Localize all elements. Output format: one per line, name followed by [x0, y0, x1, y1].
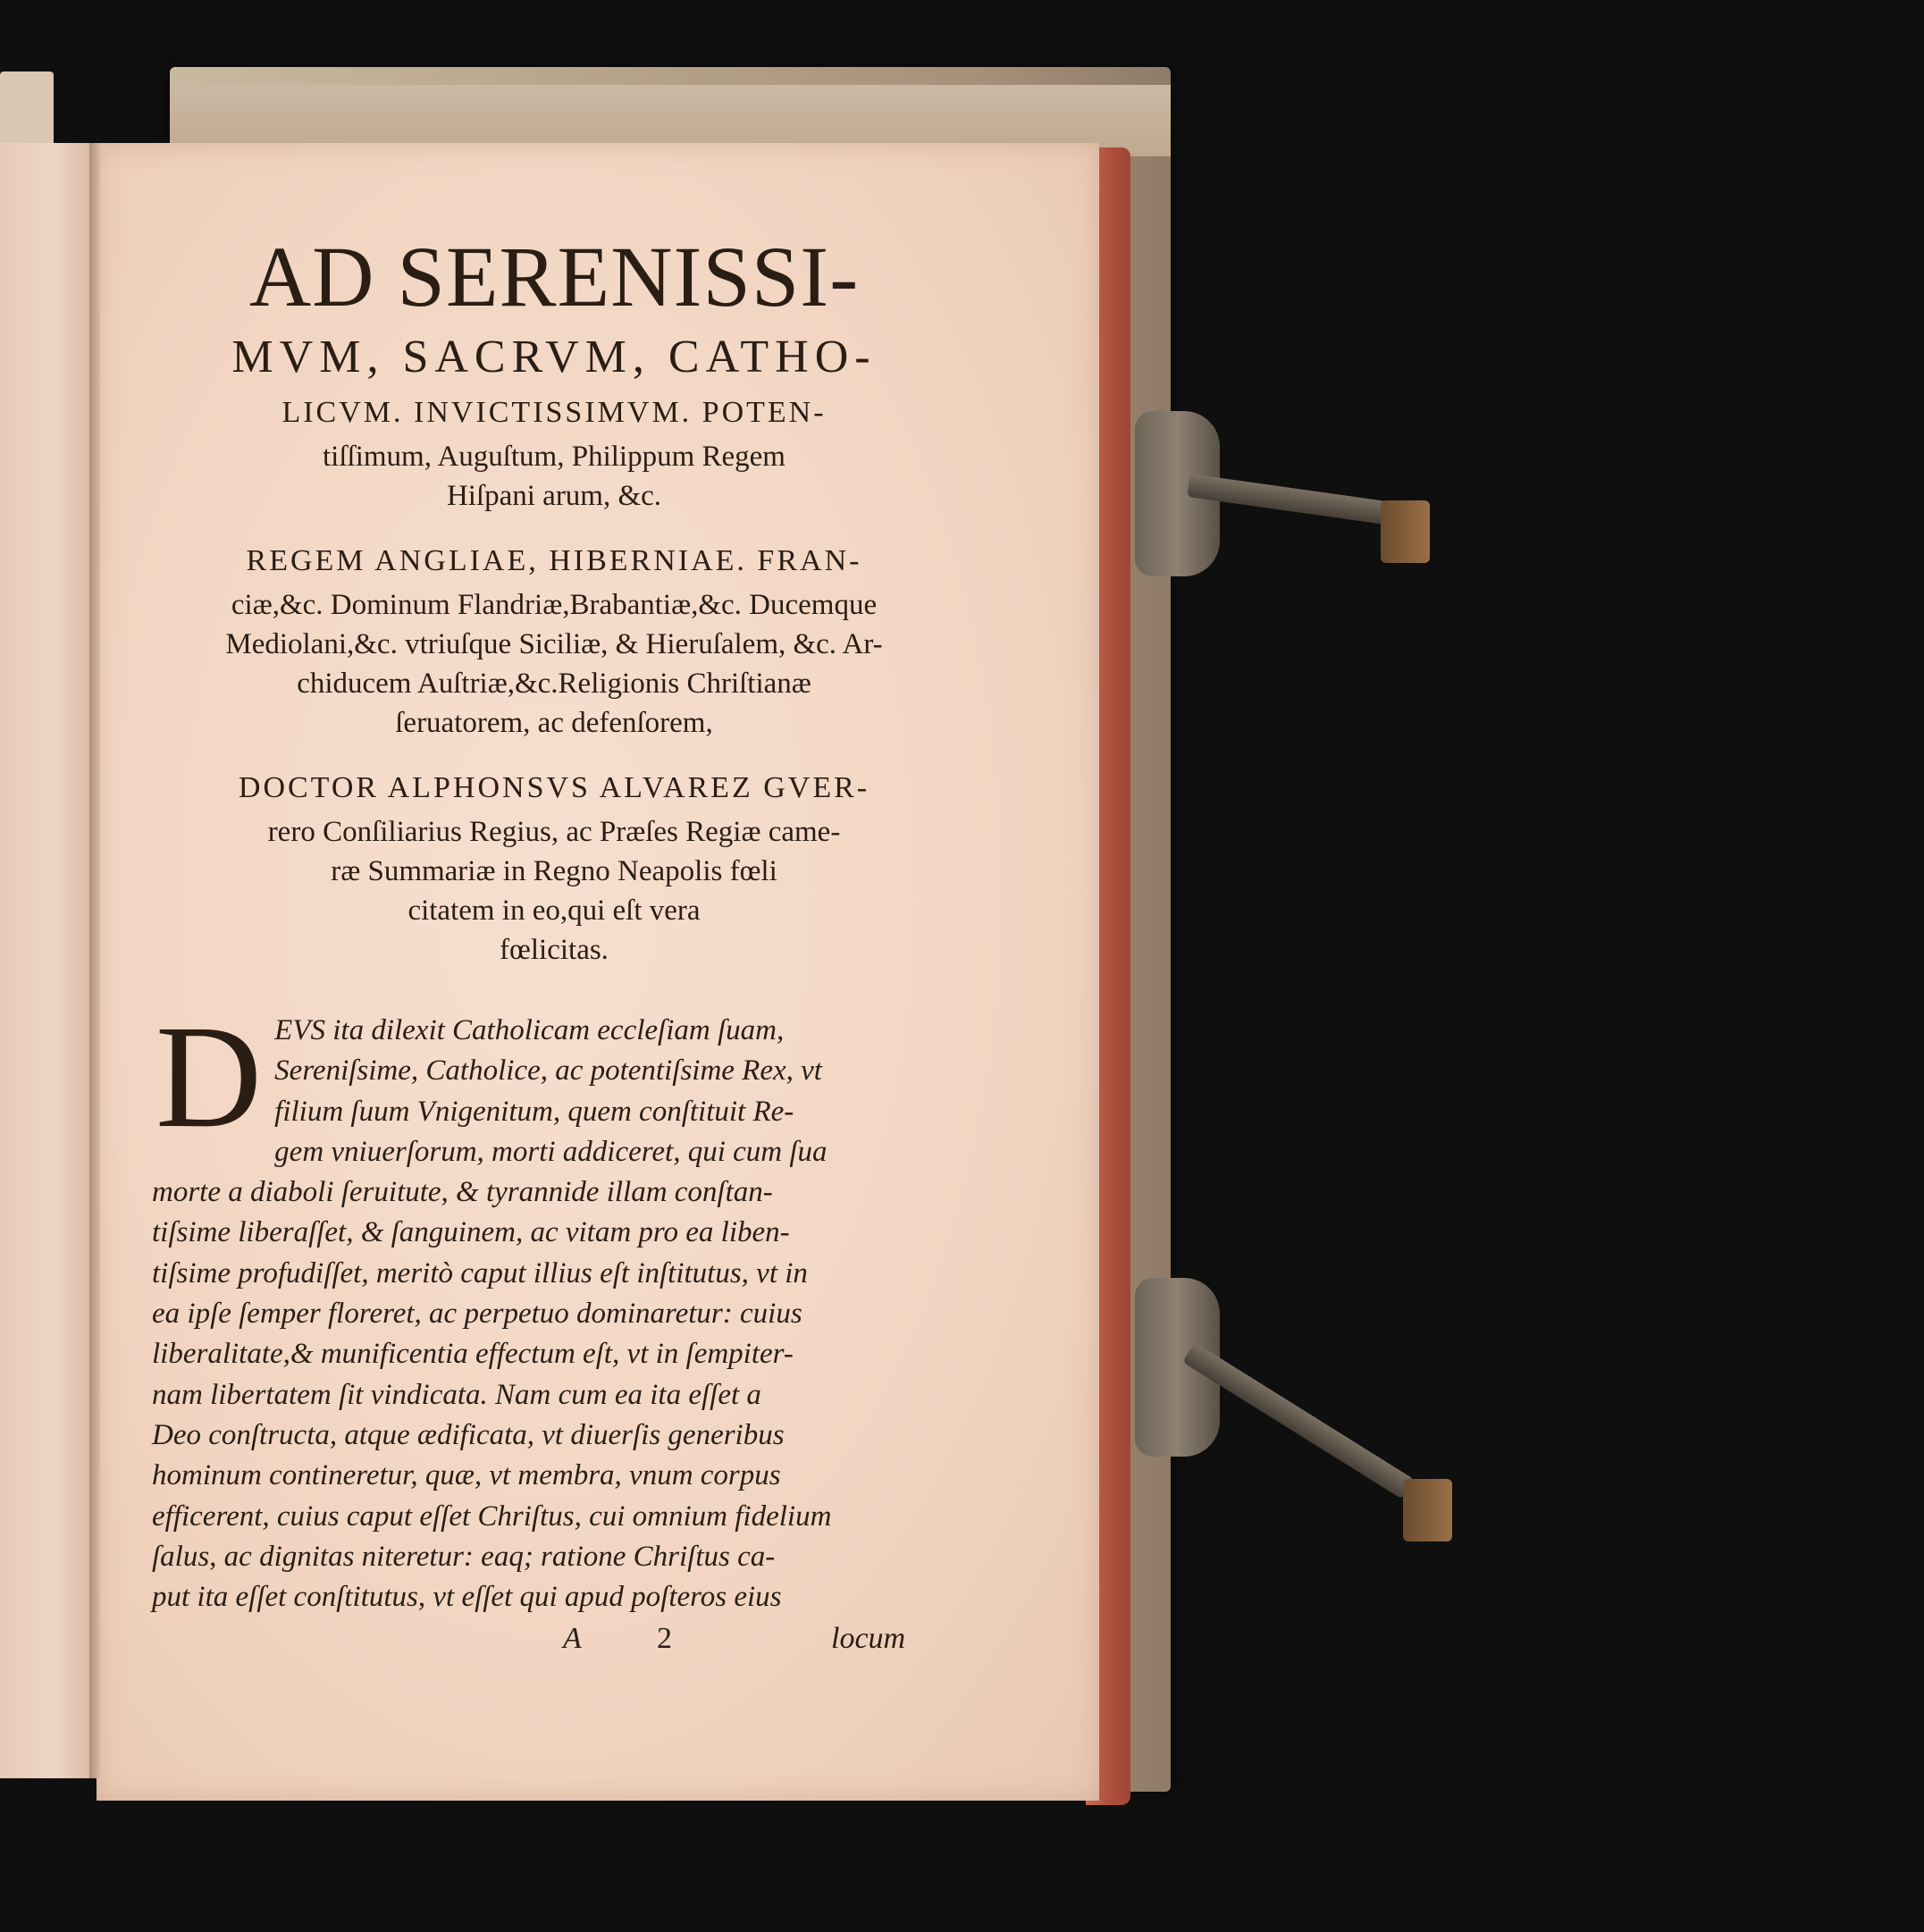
author-line: fœlicitas.: [500, 934, 609, 966]
author-line: DOCTOR ALPHONSVS ALVAREZ GVER-: [238, 771, 870, 804]
body-line: ſalus, ac dignitas niteretur: eaq; ratione Chriſtus ca-: [152, 1540, 776, 1573]
heading-line: MVM, SACRVM, CATHO-: [231, 332, 877, 382]
body-line: tiſsime liberaſſet, & ſanguinem, ac vitam pro ea liben-: [152, 1216, 790, 1249]
left-page: [0, 143, 91, 1778]
body-text: [152, 995, 920, 1617]
titles-line: Mediolani,&c. vtriuſque Siciliæ, & Hieruſalem, &c. Ar-: [225, 628, 883, 660]
author-line: ræ Summariæ in Regno Neapolis fœli: [331, 855, 777, 887]
body-line: Sereniſsime, Catholice, ac potentiſsime Rex, vt: [274, 1054, 822, 1088]
signature-mark: A: [563, 1622, 582, 1655]
titles-line: ciæ,&c. Dominum Flandriæ,Brabantiæ,&c. Ducemque: [231, 589, 878, 621]
body-line: filium ſuum Vnigenitum, quem conſtituit Re-: [274, 1095, 794, 1128]
book-gutter: [89, 143, 100, 1778]
heading-line: tiſſimum, Auguſtum, Philippum Regem: [323, 441, 786, 473]
titles-line: REGEM ANGLIAE, HIBERNIAE. FRAN-: [246, 544, 862, 577]
body-line: efficerent, cuius caput eſſet Chriſtus, cui omnium fidelium: [152, 1499, 832, 1533]
body-line: Deo conſtructa, atque ædificata, vt diuerſis generibus: [152, 1418, 785, 1451]
heading-line: LICVM. INVICTISSIMVM. POTEN-: [281, 396, 827, 429]
body-line: hominum contineretur, quæ, vt membra, vnum corpus: [152, 1459, 781, 1492]
clasp-tip: [1381, 500, 1430, 563]
body-line: morte a diaboli ſeruitute, & tyrannide illam conſtan-: [152, 1176, 773, 1209]
body-line: ea ipſe ſemper floreret, ac perpetuo dominaretur: cuius: [152, 1298, 802, 1331]
catchword: locum: [831, 1622, 906, 1655]
body-line: tiſsime profudiſſet, meritò caput illius eſt inſtitutus, vt in: [152, 1256, 808, 1289]
body-line: EVS ita dilexit Catholicam eccleſiam ſuam,: [274, 1014, 785, 1046]
titles-line: ſeruatorem, ac defenſorem,: [395, 707, 713, 739]
titles-line: chiducem Auſtriæ,&c.Religionis Chriſtianæ: [297, 668, 811, 700]
drop-cap: D: [155, 995, 263, 1158]
page-title: AD SERENISSI-: [248, 229, 860, 324]
clasp-tip: [1403, 1479, 1452, 1541]
author-line: citatem in eo,qui eſt vera: [407, 895, 701, 927]
heading-line: Hiſpani arum, &c.: [446, 480, 662, 512]
body-line: gem vniuerſorum, morti addiceret, qui cum ſua: [274, 1135, 828, 1168]
body-line: nam libertatem ſit vindicata. Nam cum ea ita eſſet a: [152, 1378, 761, 1411]
page-text: [152, 228, 956, 1617]
author-line: rero Conſiliarius Regius, ac Præſes Regiæ came-: [267, 816, 841, 848]
signature-number: 2: [657, 1622, 672, 1655]
body-line: put ita eſſet conſtitutus, vt eſſet qui apud poſteros eius: [152, 1581, 782, 1614]
body-line: liberalitate,& munificentia effectum eſt, vt in ſempiter-: [152, 1338, 794, 1371]
